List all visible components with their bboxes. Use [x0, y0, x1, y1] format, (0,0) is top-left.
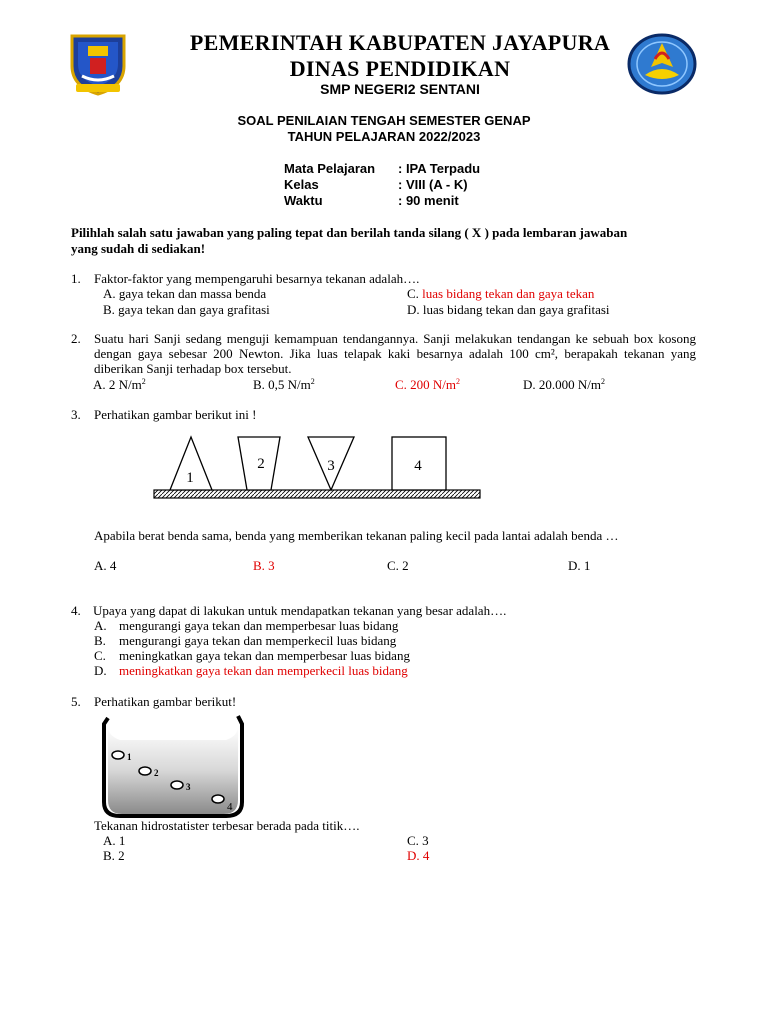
option-text: A. 2 N/m [93, 377, 142, 392]
shape-label: 2 [257, 456, 265, 472]
option-text: D. 20.000 N/m [523, 377, 601, 392]
instructions: Pilihlah salah satu jawaban yang paling tepat dan berilah tanda silang ( X ) pada lembaran jawaban yang sudah di sediakan! [71, 225, 628, 256]
q5-option-b: B. 2 [103, 848, 125, 863]
superscript: 2 [141, 377, 146, 386]
option-text: mengurangi gaya tekan dan memperbesar luas bidang [119, 618, 399, 633]
q4-text: Upaya yang dapat di lakukan untuk mendapatkan tekanan yang besar adalah…. [93, 603, 507, 618]
option-letter: D. [94, 663, 107, 678]
shape-label: 1 [186, 470, 194, 486]
info-value: : IPA Terpadu [398, 161, 481, 176]
header-line-3: SMP NEGERI2 SENTANI [320, 81, 480, 97]
point-label: 4 [227, 801, 233, 813]
q1-option-b: B. gaya tekan dan gaya grafitasi [103, 302, 270, 317]
point-label: 2 [154, 768, 159, 778]
q5-container-figure [96, 712, 248, 820]
superscript: 2 [601, 377, 605, 386]
info-label: Mata Pelajaran [284, 161, 376, 176]
regency-crest-icon [68, 32, 128, 96]
q3-text: Perhatikan gambar berikut ini ! [94, 407, 257, 422]
exam-info [284, 161, 481, 209]
header-line-2: DINAS PENDIDIKAN [289, 56, 511, 81]
q2-text: Suatu hari Sanji sedang menguji kemampuan tendangannya. Sanji melakukan tendangan ke sebuah box kosong dengan gaya sebesar 200 Newton. Jika luas telapak kaki besarnya adalah 100 cm², berapakah tekanan yang diberikan Sanji terhadap box tersebut. [94, 331, 696, 376]
q2-option-a [93, 377, 146, 392]
info-value: : 90 menit [398, 193, 459, 208]
q1-option-d: D. luas bidang tekan dan gaya grafitasi [407, 302, 610, 317]
option-letter: C. [94, 648, 106, 663]
q3-option-a: A. 4 [94, 558, 117, 573]
q4-option-d [94, 663, 408, 678]
q4-option-a [94, 618, 399, 633]
q4-option-c [94, 648, 410, 663]
q1-option-c [407, 286, 594, 301]
q2-answer: C. 200 N/m [395, 377, 457, 392]
point-3 [171, 781, 183, 789]
info-label: Waktu [284, 193, 323, 208]
option-text: B. 0,5 N/m [253, 377, 311, 392]
floor [154, 490, 480, 498]
q5-number: 5. [71, 694, 81, 709]
q2-option-d [523, 377, 605, 392]
superscript: 2 [456, 377, 461, 386]
q4-answer: meningkatkan gaya tekan dan memperkecil luas bidang [119, 663, 408, 678]
q1-number: 1. [71, 271, 81, 286]
point-1 [112, 751, 124, 759]
superscript: 2 [310, 377, 315, 386]
q1-answer: luas bidang tekan dan gaya tekan [422, 286, 595, 301]
option-letter: A. [94, 618, 107, 633]
q3-question: Apabila berat benda sama, benda yang memberikan tekanan paling kecil pada lantai adalah benda … [94, 528, 619, 543]
q3-number: 3. [71, 407, 81, 422]
q5-text: Perhatikan gambar berikut! [94, 694, 237, 709]
info-value: : VIII (A - K) [398, 177, 468, 192]
info-label: Kelas [284, 177, 319, 192]
option-text: mengurangi gaya tekan dan memperkecil luas bidang [119, 633, 397, 648]
q3-option-d: D. 1 [568, 558, 591, 573]
q5-option-d: D. 4 [407, 848, 430, 863]
q2-option-b [253, 377, 315, 392]
shape-label: 3 [327, 458, 335, 474]
q3-option-c: C. 2 [387, 558, 409, 573]
shape-label: 4 [414, 458, 422, 474]
q3-option-b: B. 3 [253, 558, 275, 573]
exam-year: TAHUN PELAJARAN 2022/2023 [287, 129, 481, 144]
point-2 [139, 767, 151, 775]
q5-option-a: A. 1 [103, 833, 126, 848]
q3-figure [150, 430, 485, 505]
option-letter: B. [94, 633, 106, 648]
option-text: meningkatkan gaya tekan dan memperbesar luas bidang [119, 648, 410, 663]
q1-text: Faktor-faktor yang mempengaruhi besarnya tekanan adalah…. [94, 271, 420, 286]
option-letter: C. [407, 286, 423, 301]
info-row [284, 193, 459, 209]
q4-number: 4. [71, 603, 81, 618]
point-label: 3 [186, 782, 191, 792]
q4-option-b [94, 633, 397, 648]
header-line-1: PEMERINTAH KABUPATEN JAYAPURA [189, 30, 611, 55]
q5-question: Tekanan hidrostatister terbesar berada pada titik…. [94, 818, 360, 833]
q1-option-a: A. gaya tekan dan massa benda [103, 286, 267, 301]
q2-number: 2. [71, 331, 81, 346]
q2-option-c [395, 377, 460, 392]
info-row [284, 161, 481, 177]
exam-title: SOAL PENILAIAN TENGAH SEMESTER GENAP [237, 113, 531, 128]
point-label: 1 [127, 752, 132, 762]
info-row [284, 177, 468, 193]
point-4 [212, 795, 224, 803]
q5-option-c: C. 3 [407, 833, 429, 848]
